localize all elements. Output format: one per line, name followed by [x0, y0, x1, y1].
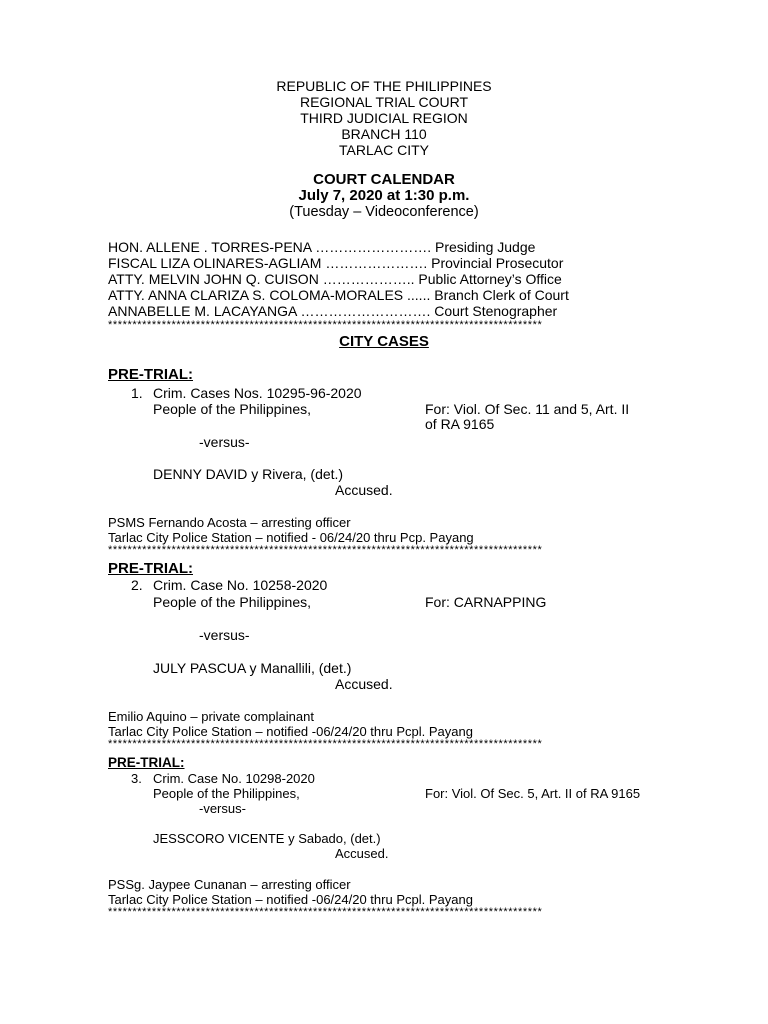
case-note: Tarlac City Police Station – notified - 06/24/20 thru Pcp. Payang	[108, 530, 474, 545]
case-no: Crim. Cases Nos. 10295-96-2020	[153, 385, 362, 401]
versus: -versus-	[199, 434, 250, 450]
personnel-row	[108, 239, 569, 255]
case-no: Crim. Case No. 10258-2020	[153, 577, 328, 593]
personnel-leader: …………………….	[315, 239, 432, 255]
versus: -versus-	[199, 801, 246, 816]
case-note: PSSg. Jaypee Cunanan – arresting officer	[108, 877, 351, 892]
section-title: CITY CASES	[339, 333, 429, 350]
personnel-role: Branch Clerk of Court	[434, 287, 569, 303]
separator-line: *****************************************************************************************	[108, 320, 543, 330]
personnel-leader: ……………………….	[300, 303, 431, 319]
case-number: 2.	[131, 577, 143, 593]
versus: -versus-	[199, 627, 250, 643]
header-line: BRANCH 110	[341, 126, 427, 142]
charge: For: Viol. Of Sec. 11 and 5, Art. II	[425, 401, 630, 417]
accused-label: Accused.	[335, 482, 393, 498]
personnel-row	[108, 287, 569, 303]
calendar-note: (Tuesday – Videoconference)	[289, 204, 479, 220]
calendar-title-block	[0, 172, 768, 220]
charge: For: Viol. Of Sec. 5, Art. II of RA 9165	[425, 786, 641, 801]
personnel-name: ATTY. MELVIN JOHN Q. CUISON	[108, 271, 319, 287]
separator-line: *****************************************************************************************	[108, 545, 543, 555]
header-line: TARLAC CITY	[339, 142, 429, 158]
calendar-title: COURT CALENDAR	[313, 172, 455, 188]
case-number: 1.	[131, 385, 143, 401]
personnel-row	[108, 255, 569, 271]
separator-line: *****************************************************************************************	[108, 739, 543, 749]
personnel-name: FISCAL LIZA OLINARES-AGLIAM	[108, 255, 322, 271]
header-line: REGIONAL TRIAL COURT	[299, 94, 469, 110]
court-header	[0, 78, 768, 158]
case-heading: PRE-TRIAL:	[108, 560, 193, 577]
personnel-list	[108, 239, 569, 319]
accused-name: DENNY DAVID y Rivera, (det.)	[153, 466, 344, 482]
case-no: Crim. Case No. 10298-2020	[153, 771, 315, 786]
personnel-name: HON. ALLENE . TORRES-PENA	[108, 239, 312, 255]
charge: For: CARNAPPING	[425, 594, 547, 610]
personnel-role: Provincial Prosecutor	[431, 255, 564, 271]
personnel-row	[108, 271, 569, 287]
header-line: REPUBLIC OF THE PHILIPPINES	[276, 78, 492, 94]
personnel-leader: ......	[407, 287, 431, 303]
plaintiff: People of the Philippines,	[153, 786, 300, 801]
case-note: Emilio Aquino – private complainant	[108, 709, 314, 724]
plaintiff: People of the Philippines,	[153, 594, 311, 610]
case-heading: PRE-TRIAL:	[108, 366, 193, 383]
personnel-row	[108, 303, 569, 319]
separator-line: *****************************************************************************************	[108, 907, 543, 917]
accused-name: JULY PASCUA y Manallili, (det.)	[153, 660, 352, 676]
accused-label: Accused.	[335, 676, 393, 692]
personnel-role: Public Attorney’s Office	[418, 271, 562, 287]
case-note: Tarlac City Police Station – notified -06/24/20 thru Pcpl. Payang	[108, 892, 473, 907]
case-heading: PRE-TRIAL:	[108, 755, 185, 770]
charge-cont: of RA 9165	[425, 416, 495, 432]
personnel-role: Court Stenographer	[434, 303, 558, 319]
plaintiff: People of the Philippines,	[153, 401, 311, 417]
personnel-role: Presiding Judge	[435, 239, 536, 255]
case-note: Tarlac City Police Station – notified -06/24/20 thru Pcpl. Payang	[108, 724, 473, 739]
accused-label: Accused.	[335, 846, 389, 861]
personnel-leader: ………………….	[325, 255, 428, 271]
calendar-date: July 7, 2020 at 1:30 p.m.	[298, 188, 470, 204]
personnel-name: ATTY. ANNA CLARIZA S. COLOMA-MORALES	[108, 287, 404, 303]
header-line: THIRD JUDICIAL REGION	[300, 110, 468, 126]
personnel-name: ANNABELLE M. LACAYANGA	[108, 303, 297, 319]
case-number: 3.	[131, 771, 142, 786]
case-note: PSMS Fernando Acosta – arresting officer	[108, 515, 351, 530]
accused-name: JESSCORO VICENTE y Sabado, (det.)	[153, 831, 381, 846]
personnel-leader: ………………..	[322, 271, 415, 287]
